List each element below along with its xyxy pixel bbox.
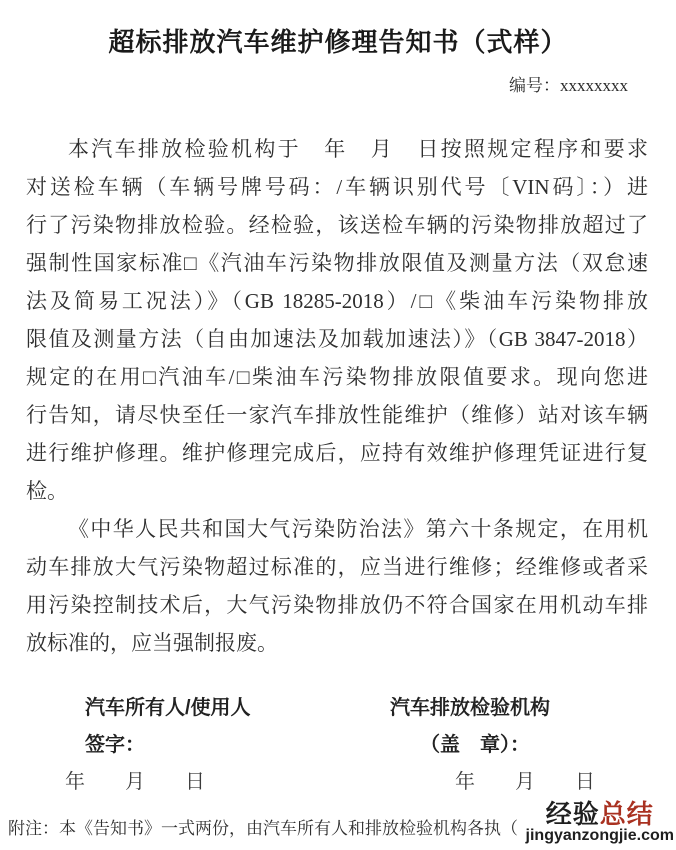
body-line: 用污染控制技术后，大气污染物排放仍不符合国家在用机动车排 bbox=[26, 593, 648, 617]
body-line: 放标准的，应当强制报废。 bbox=[26, 631, 278, 655]
footnote: 附注：本《告知书》一式两份，由汽车所有人和排放检验机构各执（ bbox=[8, 819, 518, 838]
body-line: 动车排放大气污染物超过标准的，应当进行维修；经维修或者采 bbox=[26, 555, 648, 579]
body-line: 行告知，请尽快至任一家汽车排放性能维护（维修）站对该车辆 bbox=[26, 403, 648, 427]
agency-title: 汽车排放检验机构 bbox=[390, 697, 550, 719]
watermark bbox=[525, 798, 674, 845]
body-line: 检。 bbox=[26, 479, 68, 503]
document-title: 超标排放汽车维护修理告知书（式样） bbox=[108, 28, 568, 57]
owner-title: 汽车所有人/使用人 bbox=[85, 697, 251, 719]
watermark-url: jingyanzongjie.com bbox=[525, 827, 674, 845]
body-line: 强制性国家标准□《汽油车污染物排放限值及测量方法（双怠速 bbox=[26, 251, 648, 275]
document-body bbox=[26, 130, 648, 662]
owner-date-line: 年 月 日 bbox=[65, 771, 205, 793]
agency-date-line: 年 月 日 bbox=[455, 771, 595, 793]
watermark-text-black: 经验 bbox=[545, 798, 600, 829]
watermark-text bbox=[526, 798, 674, 829]
body-line: 法及简易工况法）》（GB 18285-2018）/□《柴油车污染物排放 bbox=[26, 289, 648, 313]
body-line: 对送检车辆（车辆号牌号码：/车辆识别代号〔VIN码〕：）进 bbox=[26, 175, 648, 199]
owner-sign-label: 签字： bbox=[85, 734, 145, 756]
doc-number-label: 编号： bbox=[509, 76, 560, 95]
signature-owner bbox=[65, 690, 305, 801]
body-line: 本汽车排放检验机构于 年 月 日按照规定程序和要求 bbox=[68, 137, 648, 161]
signature-agency bbox=[390, 690, 595, 801]
signature-section bbox=[0, 690, 676, 801]
agency-stamp-label: （盖 章）： bbox=[420, 734, 530, 756]
body-line: 规定的在用□汽油车/□柴油车污染物排放限值要求。现向您进 bbox=[26, 365, 648, 389]
doc-number bbox=[0, 71, 676, 96]
body-line: 限值及测量方法（自由加速法及加载加速法）》（GB 3847-2018） bbox=[26, 327, 648, 351]
body-line: 行了污染物排放检验。经检验，该送检车辆的污染物排放超过了 bbox=[26, 213, 648, 237]
watermark-text-red: 总结 bbox=[599, 798, 654, 829]
body-line: 《中华人民共和国大气污染防治法》第六十条规定，在用机 bbox=[68, 517, 648, 541]
doc-number-value: xxxxxxxx bbox=[560, 76, 628, 95]
body-line: 进行维护修理。维护修理完成后，应持有效维护修理凭证进行复 bbox=[26, 441, 648, 465]
